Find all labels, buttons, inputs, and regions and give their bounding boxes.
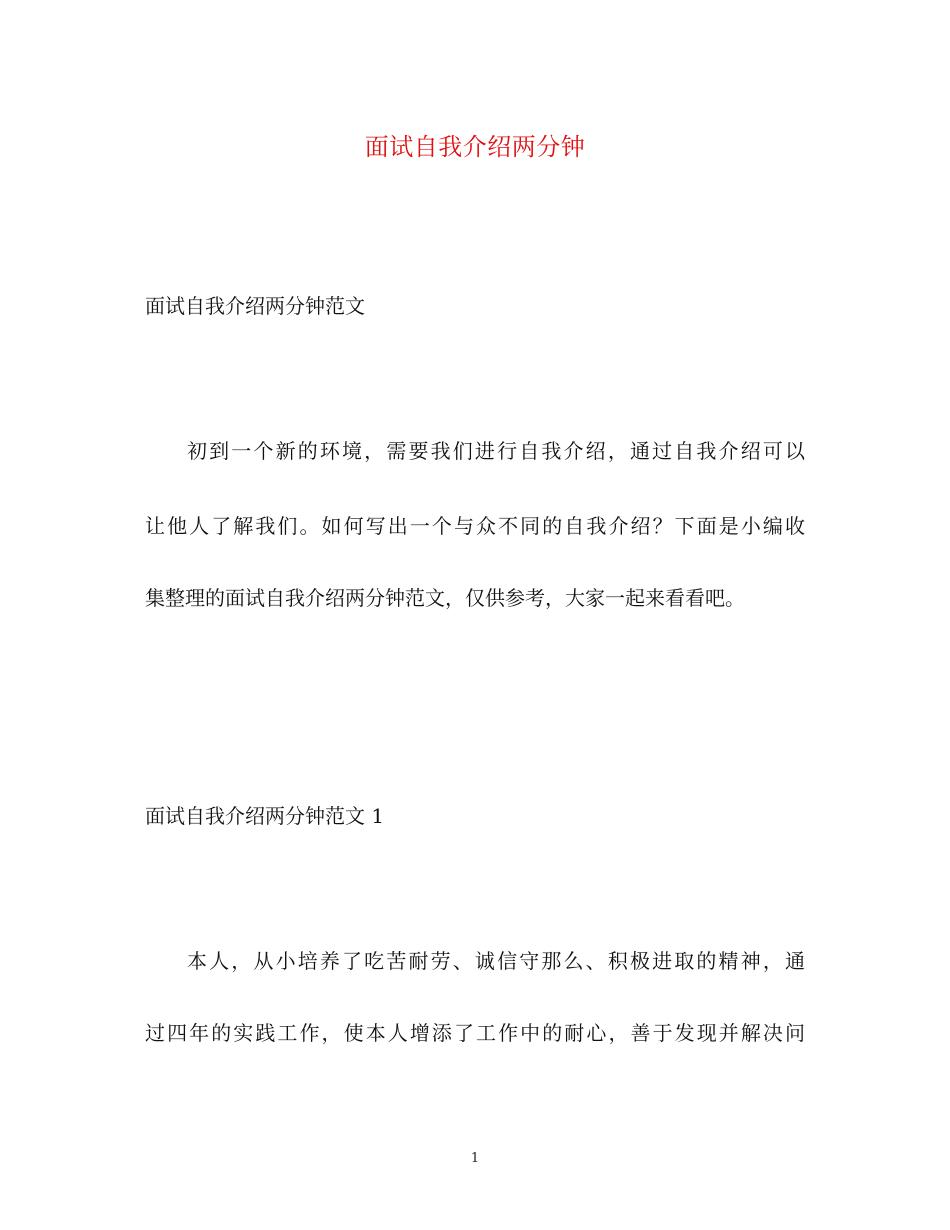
sample-paragraph-line: 本人，从小培养了吃苦耐劳、诚信守那么、积极进取的精神，通 xyxy=(187,949,805,973)
sample-heading: 面试自我介绍两分钟范文 1 xyxy=(145,804,385,828)
document-title: 面试自我介绍两分钟 xyxy=(364,133,586,161)
section-heading: 面试自我介绍两分钟范文 xyxy=(145,294,365,318)
page-number: 1 xyxy=(470,1151,480,1166)
intro-paragraph-line: 让他人了解我们。如何写出一个与众不同的自我介绍？下面是小编收 xyxy=(145,514,805,538)
sample-paragraph-line: 过四年的实践工作，使本人增添了工作中的耐心，善于发现并解决问 xyxy=(145,1021,805,1045)
intro-paragraph-line: 初到一个新的环境，需要我们进行自我介绍，通过自我介绍可以 xyxy=(187,439,805,463)
intro-paragraph-line: 集整理的面试自我介绍两分钟范文，仅供参考，大家一起来看看吧。 xyxy=(145,586,745,610)
